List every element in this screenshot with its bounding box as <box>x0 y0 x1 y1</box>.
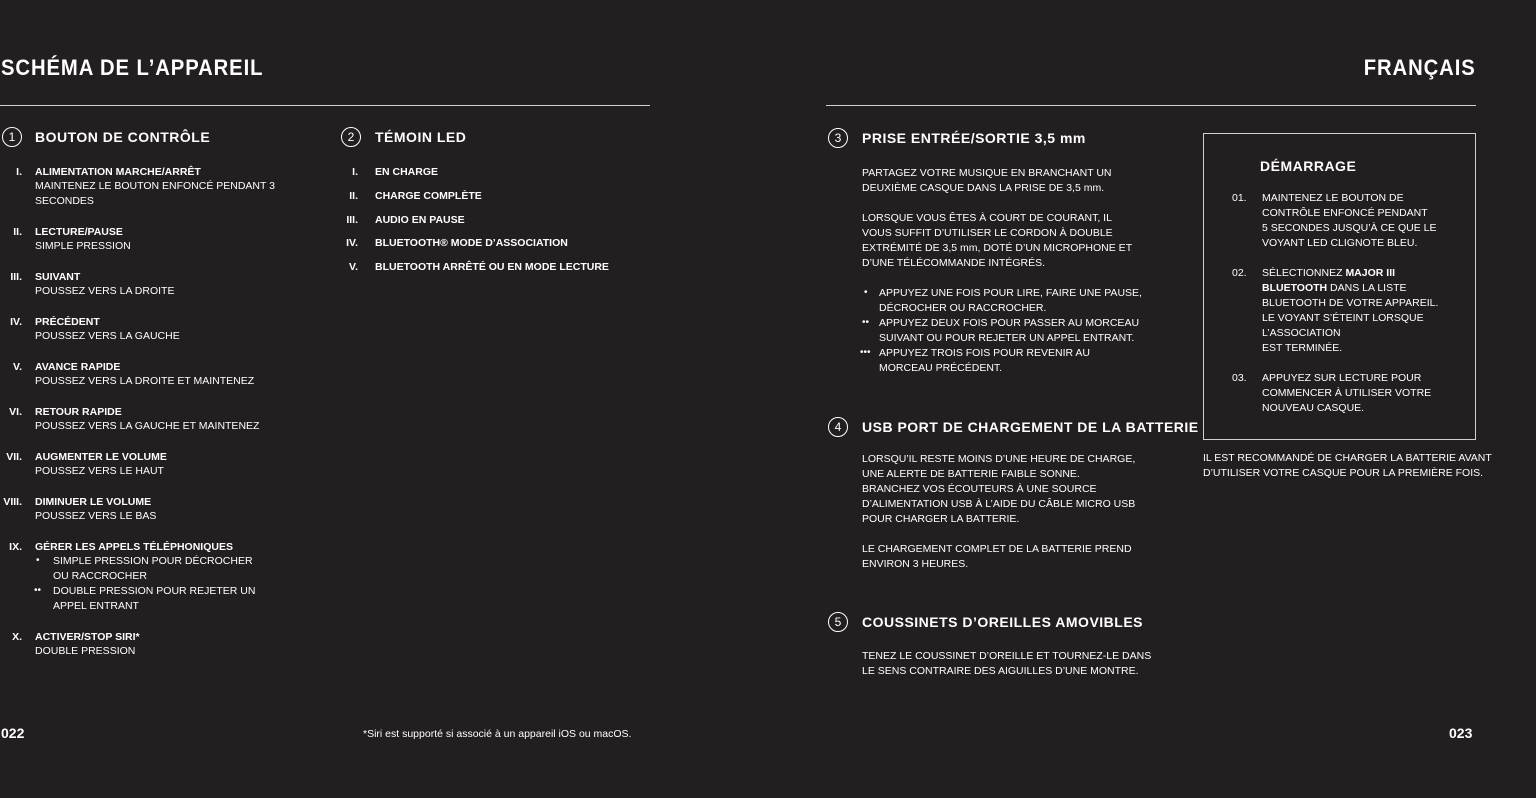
battery-note: IL EST RECOMMANDÉ DE CHARGER LA BATTERIE AVANT D’UTILISER VOTRE CASQUE POUR LA PREMIÈRE FOIS. <box>1203 452 1492 479</box>
item-label: DIMINUER LE VOLUME <box>35 496 152 508</box>
bullet-dots: ••• <box>860 347 871 358</box>
item-desc: POUSSEZ VERS LA GAUCHE <box>35 330 180 342</box>
section-2-heading: TÉMOIN LED <box>375 129 467 145</box>
section-5-heading: COUSSINETS D’OREILLES AMOVIBLES <box>862 614 1144 630</box>
step-text: SÉLECTIONNEZ MAJOR III BLUETOOTH DANS LA LISTE BLUETOOTH DE VOTRE APPAREIL. LE VOYANT S’ÉTEINT LORSQUE L’ASSOCIATION EST TERMINÉE. <box>1262 267 1439 354</box>
item-number: VI. <box>9 406 22 418</box>
item-label: BLUETOOTH® MODE D’ASSOCIATION <box>375 237 568 249</box>
section-2-number-badge: 2 <box>341 127 361 147</box>
item-number: III. <box>10 271 22 283</box>
item-label: AUGMENTER LE VOLUME <box>35 451 167 463</box>
left-page-number: 022 <box>1 725 25 741</box>
item-number: V. <box>13 361 22 373</box>
step-text: APPUYEZ SUR LECTURE POUR COMMENCER À UTILISER VOTRE NOUVEAU CASQUE. <box>1262 372 1432 414</box>
step-number: 02. <box>1232 267 1247 279</box>
section-3-paragraph-1: PARTAGEZ VOTRE MUSIQUE EN BRANCHANT UN DEUXIÈME CASQUE DANS LA PRISE DE 3,5 mm. <box>862 167 1112 194</box>
item-label: AUDIO EN PAUSE <box>375 214 465 226</box>
item-number: V. <box>349 261 358 273</box>
startup-box <box>1203 133 1476 440</box>
item-number: VIII. <box>3 496 22 508</box>
footnote: *Siri est supporté si associé à un appareil iOS ou macOS. <box>363 728 632 740</box>
item-number: I. <box>352 166 358 178</box>
item-label: AVANCE RAPIDE <box>35 361 121 373</box>
step-number: 03. <box>1232 372 1247 384</box>
item-number: IV. <box>10 316 22 328</box>
item-number: III. <box>346 214 358 226</box>
item-label: ACTIVER/STOP SIRI* <box>35 631 140 643</box>
bullet-text: OU RACCROCHER <box>53 570 147 582</box>
bullet-text: APPUYEZ DEUX FOIS POUR PASSER AU MORCEAU SUIVANT OU POUR REJETER UN APPEL ENTRANT. <box>879 317 1140 344</box>
right-title-rule <box>826 105 1476 106</box>
left-title-rule <box>0 105 650 106</box>
section-3-heading: PRISE ENTRÉE/SORTIE 3,5 mm <box>862 130 1086 146</box>
item-desc: POUSSEZ VERS LA DROITE <box>35 285 175 297</box>
item-number: IX. <box>9 541 22 553</box>
item-desc: POUSSEZ VERS LE BAS <box>35 510 157 522</box>
item-label: RETOUR RAPIDE <box>35 406 122 418</box>
item-desc: DOUBLE PRESSION <box>35 645 136 657</box>
bullet-dots: •• <box>862 317 870 328</box>
section-3-number-badge: 3 <box>828 128 848 148</box>
item-number: II. <box>13 226 22 238</box>
item-label: PRÉCÉDENT <box>35 316 100 328</box>
section-4-number-badge: 4 <box>828 417 848 437</box>
item-number: II. <box>349 190 358 202</box>
section-3-paragraph-2: LORSQUE VOUS ÊTES À COURT DE COURANT, IL VOUS SUFFIT D’UTILISER LE CORDON À DOUBLE EXTRÉMITÉ DE 3,5 mm, DOTÉ D’UN MICROPHONE ET D’UNE TÉLÉCOMMANDE INTÉGRÉS. <box>862 212 1133 269</box>
item-label: SUIVANT <box>35 271 81 283</box>
item-desc: POUSSEZ VERS LE HAUT <box>35 465 164 477</box>
item-desc: SIMPLE PRESSION <box>35 240 131 252</box>
section-1-number-badge: 1 <box>2 127 22 147</box>
step-number: 01. <box>1232 192 1247 204</box>
item-label: LECTURE/PAUSE <box>35 226 123 238</box>
bullet-dots: • <box>36 555 40 566</box>
section-1-heading: BOUTON DE CONTRÔLE <box>35 129 211 145</box>
item-desc: SECONDES <box>35 195 94 207</box>
item-number: VII. <box>6 451 22 463</box>
step-text: MAINTENEZ LE BOUTON DE CONTRÔLE ENFONCÉ PENDANT 5 SECONDES JUSQU’À CE QUE LE VOYANT LED CLIGNOTE BLEU. <box>1262 192 1437 249</box>
item-label: ALIMENTATION MARCHE/ARRÊT <box>35 166 201 178</box>
left-page-title: SCHÉMA DE L’APPAREIL <box>1 55 264 80</box>
item-label: BLUETOOTH ARRÊTÉ OU EN MODE LECTURE <box>375 261 609 273</box>
right-page-number: 023 <box>1449 725 1473 741</box>
bullet-text: APPUYEZ TROIS FOIS POUR REVENIR AU MORCEAU PRÉCÉDENT. <box>879 347 1091 374</box>
bullet-text: APPUYEZ UNE FOIS POUR LIRE, FAIRE UNE PAUSE, DÉCROCHER OU RACCROCHER. <box>879 287 1142 314</box>
section-5-paragraph-1: TENEZ LE COUSSINET D’OREILLE ET TOURNEZ-LE DANS LE SENS CONTRAIRE DES AIGUILLES D’UNE MONTRE. <box>862 650 1152 677</box>
item-number: IV. <box>346 237 358 249</box>
section-4-paragraph-1: LORSQU’IL RESTE MOINS D’UNE HEURE DE CHARGE, UNE ALERTE DE BATTERIE FAIBLE SONNE. BRANCHEZ VOS ÉCOUTEURS À UNE SOURCE D’ALIMENTATION USB À L’AIDE DU CÂBLE MICRO USB POUR CHARGER LA BATTERIE. <box>862 453 1136 525</box>
bullet-text: APPEL ENTRANT <box>53 600 139 612</box>
bullet-dots: • <box>864 287 868 298</box>
section-5-number-badge: 5 <box>828 612 848 632</box>
item-desc: POUSSEZ VERS LA DROITE ET MAINTENEZ <box>35 375 255 387</box>
item-desc: MAINTENEZ LE BOUTON ENFONCÉ PENDANT 3 <box>35 180 275 192</box>
item-number: I. <box>16 166 22 178</box>
section-4-paragraph-2: LE CHARGEMENT COMPLET DE LA BATTERIE PREND ENVIRON 3 HEURES. <box>862 543 1132 570</box>
bullet-dots: •• <box>34 585 42 596</box>
bullet-text: SIMPLE PRESSION POUR DÉCROCHER <box>53 555 253 567</box>
bullet-text: DOUBLE PRESSION POUR REJETER UN <box>53 585 256 597</box>
item-desc: POUSSEZ VERS LA GAUCHE ET MAINTENEZ <box>35 420 260 432</box>
item-label: CHARGE COMPLÈTE <box>375 190 482 202</box>
item-number: X. <box>12 631 22 643</box>
startup-heading: DÉMARRAGE <box>1260 158 1357 174</box>
section-4-heading: USB PORT DE CHARGEMENT DE LA BATTERIE <box>862 419 1199 435</box>
right-page-title: FRANÇAIS <box>1364 55 1476 80</box>
item-label: GÉRER LES APPELS TÉLÉPHONIQUES <box>35 541 233 553</box>
item-label: EN CHARGE <box>375 166 439 178</box>
